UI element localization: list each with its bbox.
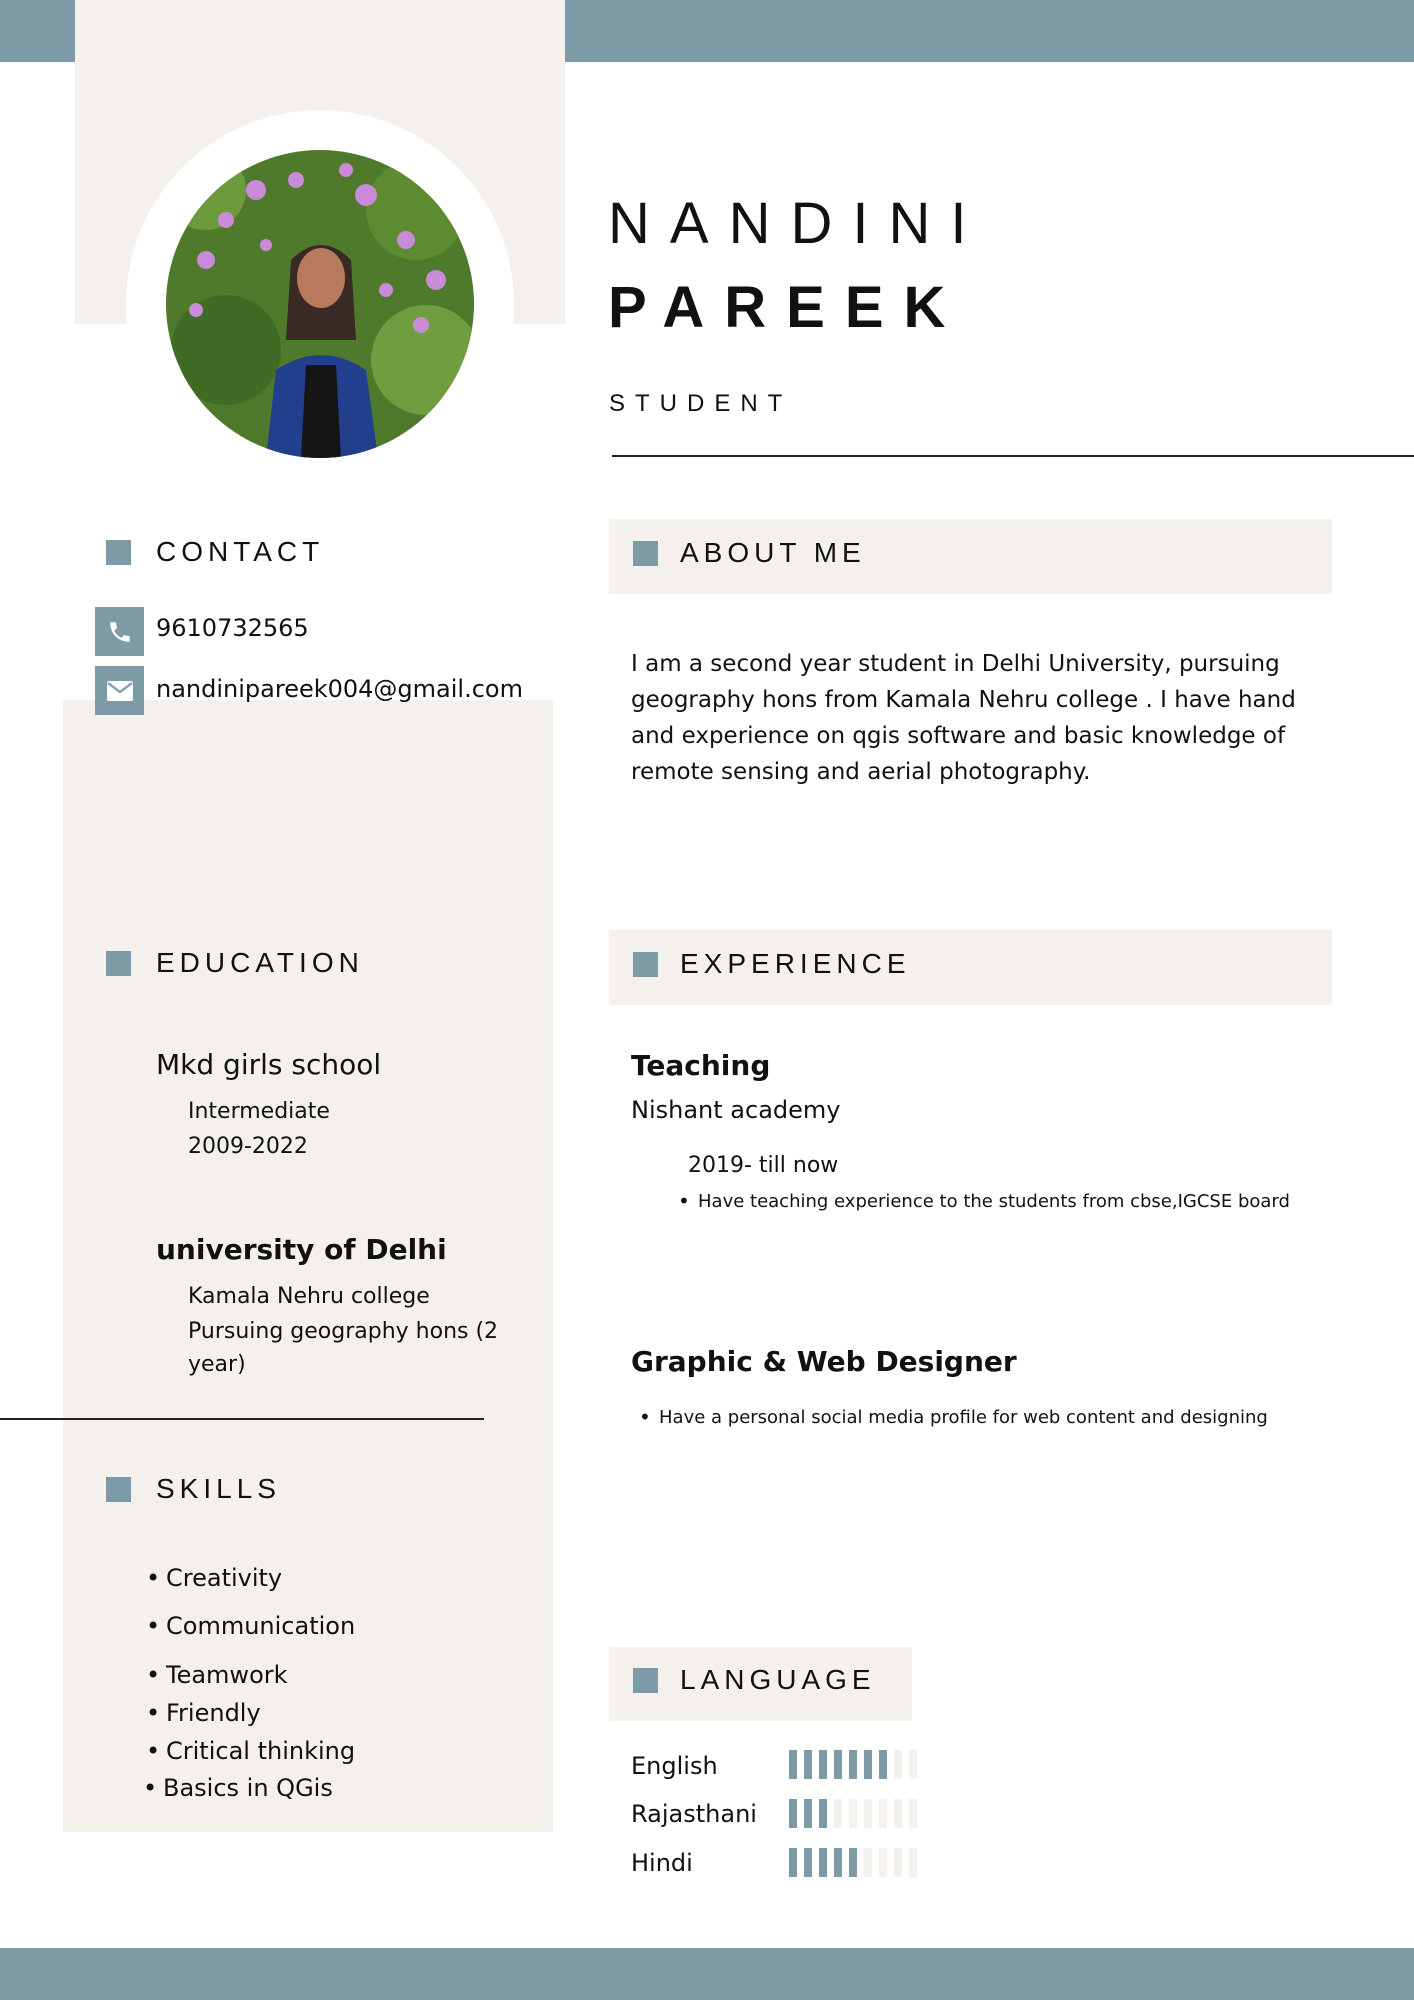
language-level-segment <box>879 1750 887 1779</box>
language-level-segment <box>879 1799 887 1828</box>
language-level-segment <box>819 1848 827 1877</box>
language-level-segment <box>804 1848 812 1877</box>
education-detail: Pursuing geography hons (2 year) <box>188 1319 499 1377</box>
language-name: Rajasthani <box>631 1800 757 1828</box>
experience-heading: EXPERIENCE <box>680 948 911 979</box>
education-detail: Intermediate <box>188 1099 330 1124</box>
list-item: • Creativity <box>166 1564 282 1592</box>
language-level-bar <box>789 1750 917 1779</box>
language-level-segment <box>789 1799 797 1828</box>
language-level-segment <box>849 1799 857 1828</box>
contact-heading: CONTACT <box>156 536 325 567</box>
education-detail: 2009-2022 <box>188 1134 308 1159</box>
language-level-segment <box>909 1750 917 1779</box>
language-level-bar <box>789 1799 917 1828</box>
left-column-panel <box>63 700 553 1832</box>
about-text: I am a second year student in Delhi University, pursuing geography hons from Kamala Nehru college . I have hand and experience on qgis software and basic knowledge of remote sensing and aerial photography. <box>631 651 1296 785</box>
language-level-segment <box>834 1799 842 1828</box>
list-item: • Friendly <box>166 1699 261 1727</box>
language-level-bar <box>789 1848 917 1877</box>
section-marker <box>633 1668 658 1693</box>
section-marker <box>633 541 658 566</box>
education-heading: EDUCATION <box>156 947 364 978</box>
language-name: English <box>631 1752 718 1780</box>
language-level-segment <box>789 1848 797 1877</box>
section-marker <box>106 540 131 565</box>
language-level-segment <box>894 1848 902 1877</box>
phone-icon <box>95 607 144 656</box>
list-item: • Have a personal social media profile for web content and designing <box>659 1403 1289 1432</box>
language-level-segment <box>804 1750 812 1779</box>
list-item: • Communication <box>166 1612 355 1640</box>
language-level-segment <box>864 1750 872 1779</box>
language-level-segment <box>819 1799 827 1828</box>
language-level-segment <box>834 1848 842 1877</box>
language-level-segment <box>804 1799 812 1828</box>
list-item: • Basics in QGis <box>163 1774 333 1802</box>
divider <box>0 1418 484 1420</box>
school-name: Mkd girls school <box>156 1048 382 1081</box>
language-level-segment <box>909 1848 917 1877</box>
phone-number[interactable]: 9610732565 <box>156 614 309 642</box>
language-level-segment <box>864 1799 872 1828</box>
email-link[interactable]: nandinipareek004@gmail.com <box>156 675 523 703</box>
bottom-accent-bar <box>0 1948 1414 2000</box>
job-title: Teaching <box>631 1049 771 1082</box>
language-level-segment <box>909 1799 917 1828</box>
list-item: • Have teaching experience to the students from cbse,IGCSE board <box>698 1187 1318 1216</box>
list-item: • Teamwork <box>166 1661 288 1689</box>
first-name: NANDINI <box>608 191 987 256</box>
section-marker <box>633 952 658 977</box>
language-level-segment <box>819 1750 827 1779</box>
language-level-segment <box>894 1750 902 1779</box>
last-name: PAREEK <box>608 275 966 340</box>
company-name: Nishant academy <box>631 1096 841 1124</box>
school-name: university of Delhi <box>156 1233 447 1266</box>
divider <box>612 455 1414 457</box>
language-name: Hindi <box>631 1849 693 1877</box>
date-range: 2019- till now <box>688 1153 839 1178</box>
language-level-segment <box>849 1848 857 1877</box>
about-heading: ABOUT ME <box>680 537 866 568</box>
list-item: • Critical thinking <box>166 1737 355 1765</box>
language-level-segment <box>894 1799 902 1828</box>
skills-heading: SKILLS <box>156 1473 281 1504</box>
language-level-segment <box>834 1750 842 1779</box>
job-title: STUDENT <box>609 390 793 417</box>
job-title: Graphic & Web Designer <box>631 1345 1017 1378</box>
mail-icon <box>95 666 144 715</box>
language-level-segment <box>849 1750 857 1779</box>
language-level-segment <box>879 1848 887 1877</box>
section-marker <box>106 1477 131 1502</box>
language-level-segment <box>864 1848 872 1877</box>
education-detail: Kamala Nehru college <box>188 1284 430 1309</box>
profile-photo <box>166 150 474 458</box>
language-heading: LANGUAGE <box>680 1664 876 1695</box>
section-marker <box>106 951 131 976</box>
language-level-segment <box>789 1750 797 1779</box>
